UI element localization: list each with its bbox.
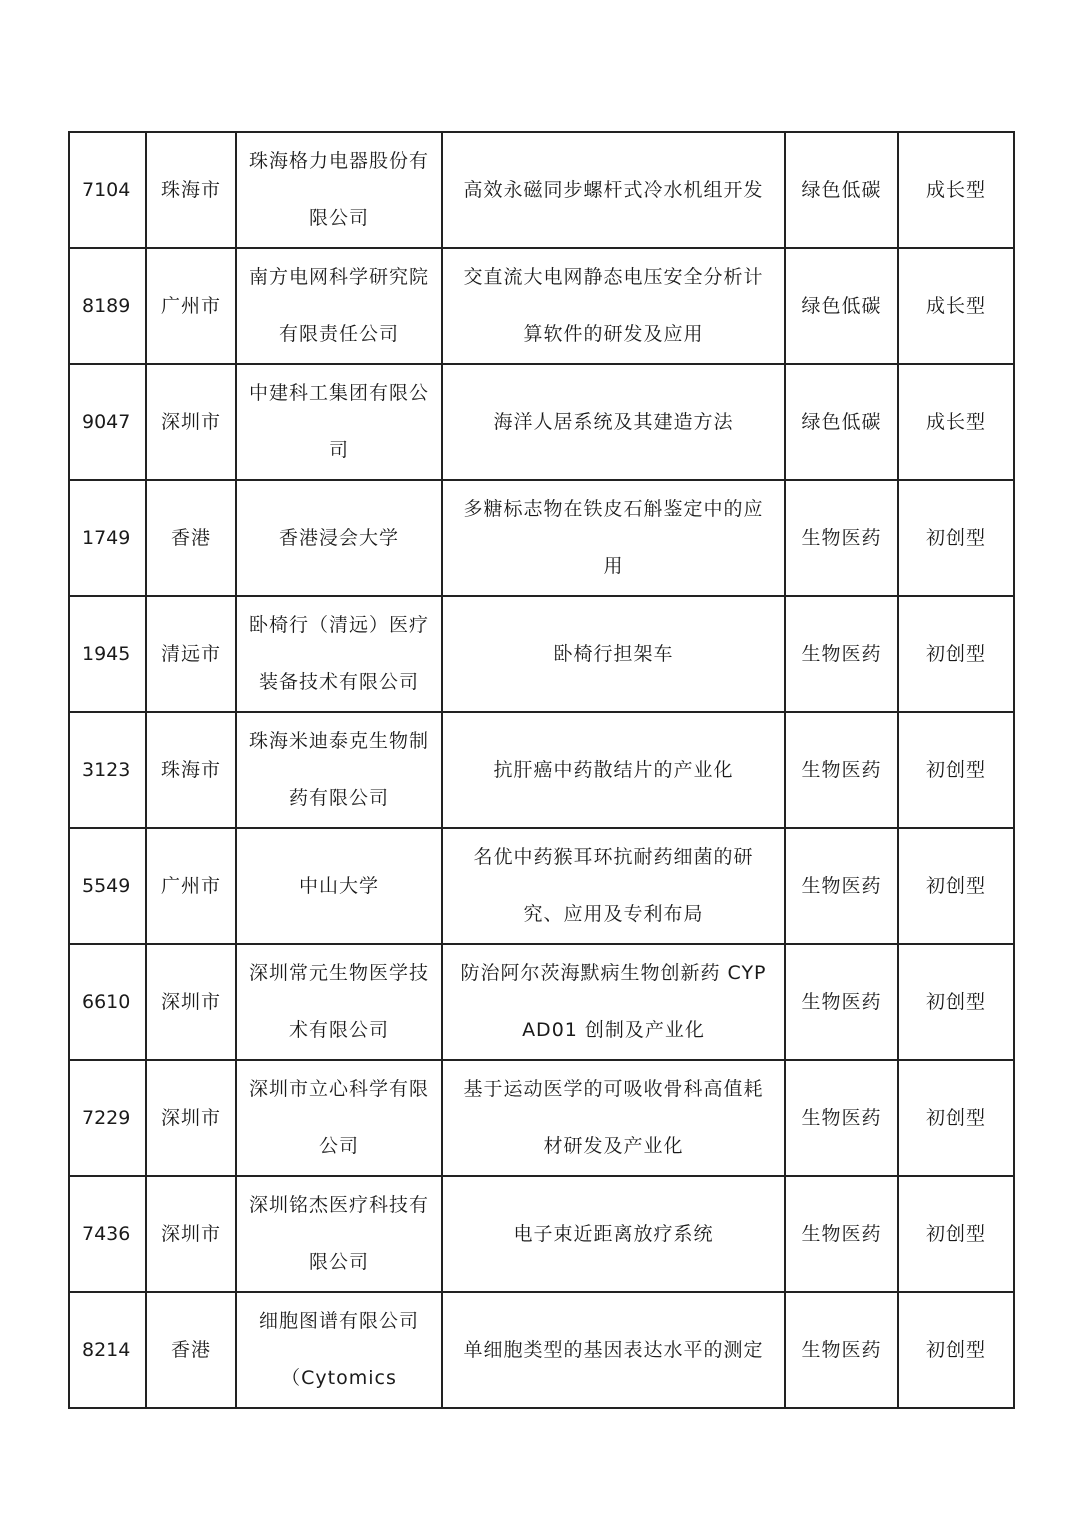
type-cell: 初创型 xyxy=(898,712,1014,828)
project-id-cell: 1749 xyxy=(69,480,146,596)
table-row xyxy=(69,712,1014,828)
field-cell: 生物医药 xyxy=(785,944,898,1060)
city-cell: 珠海市 xyxy=(146,132,236,248)
city-cell: 广州市 xyxy=(146,828,236,944)
field-cell: 绿色低碳 xyxy=(785,248,898,364)
city-cell: 清远市 xyxy=(146,596,236,712)
type-cell: 初创型 xyxy=(898,1292,1014,1408)
table-row xyxy=(69,248,1014,364)
table-row xyxy=(69,132,1014,248)
field-cell: 绿色低碳 xyxy=(785,364,898,480)
organization-cell: 南方电网科学研究院有限责任公司 xyxy=(236,248,442,364)
organization-cell: 细胞图谱有限公司（Cytomics xyxy=(236,1292,442,1408)
project-id-cell: 8189 xyxy=(69,248,146,364)
type-cell: 成长型 xyxy=(898,248,1014,364)
type-cell: 成长型 xyxy=(898,364,1014,480)
organization-cell: 深圳市立心科学有限公司 xyxy=(236,1060,442,1176)
project-id-cell: 7436 xyxy=(69,1176,146,1292)
field-cell: 生物医药 xyxy=(785,1060,898,1176)
project-title-cell: 海洋人居系统及其建造方法 xyxy=(442,364,785,480)
table-body xyxy=(69,132,1014,1408)
city-cell: 广州市 xyxy=(146,248,236,364)
city-cell: 深圳市 xyxy=(146,1176,236,1292)
organization-cell: 深圳铭杰医疗科技有限公司 xyxy=(236,1176,442,1292)
project-title-cell: 高效永磁同步螺杆式冷水机组开发 xyxy=(442,132,785,248)
project-id-cell: 9047 xyxy=(69,364,146,480)
project-id-cell: 7104 xyxy=(69,132,146,248)
project-title-cell: 多糖标志物在铁皮石斛鉴定中的应用 xyxy=(442,480,785,596)
table-row xyxy=(69,596,1014,712)
city-cell: 深圳市 xyxy=(146,1060,236,1176)
type-cell: 初创型 xyxy=(898,1176,1014,1292)
project-title-cell: 单细胞类型的基因表达水平的测定 xyxy=(442,1292,785,1408)
table-row xyxy=(69,364,1014,480)
project-title-cell: 卧椅行担架车 xyxy=(442,596,785,712)
city-cell: 香港 xyxy=(146,1292,236,1408)
field-cell: 生物医药 xyxy=(785,596,898,712)
table-row xyxy=(69,828,1014,944)
field-cell: 生物医药 xyxy=(785,1292,898,1408)
city-cell: 深圳市 xyxy=(146,944,236,1060)
organization-cell: 深圳常元生物医学技术有限公司 xyxy=(236,944,442,1060)
organization-cell: 珠海米迪泰克生物制药有限公司 xyxy=(236,712,442,828)
table-row xyxy=(69,480,1014,596)
field-cell: 生物医药 xyxy=(785,828,898,944)
field-cell: 生物医药 xyxy=(785,1176,898,1292)
table-row xyxy=(69,1292,1014,1408)
type-cell: 成长型 xyxy=(898,132,1014,248)
city-cell: 珠海市 xyxy=(146,712,236,828)
organization-cell: 珠海格力电器股份有限公司 xyxy=(236,132,442,248)
project-title-cell: 防治阿尔茨海默病生物创新药 CYPAD01 创制及产业化 xyxy=(442,944,785,1060)
project-title-cell: 基于运动医学的可吸收骨科高值耗材研发及产业化 xyxy=(442,1060,785,1176)
city-cell: 香港 xyxy=(146,480,236,596)
type-cell: 初创型 xyxy=(898,596,1014,712)
field-cell: 绿色低碳 xyxy=(785,132,898,248)
project-id-cell: 5549 xyxy=(69,828,146,944)
project-id-cell: 7229 xyxy=(69,1060,146,1176)
project-id-cell: 3123 xyxy=(69,712,146,828)
type-cell: 初创型 xyxy=(898,944,1014,1060)
project-title-cell: 电子束近距离放疗系统 xyxy=(442,1176,785,1292)
field-cell: 生物医药 xyxy=(785,480,898,596)
table-row xyxy=(69,944,1014,1060)
organization-cell: 卧椅行（清远）医疗装备技术有限公司 xyxy=(236,596,442,712)
project-id-cell: 8214 xyxy=(69,1292,146,1408)
project-title-cell: 抗肝癌中药散结片的产业化 xyxy=(442,712,785,828)
city-cell: 深圳市 xyxy=(146,364,236,480)
type-cell: 初创型 xyxy=(898,480,1014,596)
project-table xyxy=(68,131,1015,1409)
project-title-cell: 名优中药猴耳环抗耐药细菌的研究、应用及专利布局 xyxy=(442,828,785,944)
organization-cell: 中山大学 xyxy=(236,828,442,944)
project-id-cell: 6610 xyxy=(69,944,146,1060)
field-cell: 生物医药 xyxy=(785,712,898,828)
type-cell: 初创型 xyxy=(898,1060,1014,1176)
table-row xyxy=(69,1176,1014,1292)
type-cell: 初创型 xyxy=(898,828,1014,944)
organization-cell: 香港浸会大学 xyxy=(236,480,442,596)
table-row xyxy=(69,1060,1014,1176)
project-id-cell: 1945 xyxy=(69,596,146,712)
project-title-cell: 交直流大电网静态电压安全分析计算软件的研发及应用 xyxy=(442,248,785,364)
organization-cell: 中建科工集团有限公司 xyxy=(236,364,442,480)
